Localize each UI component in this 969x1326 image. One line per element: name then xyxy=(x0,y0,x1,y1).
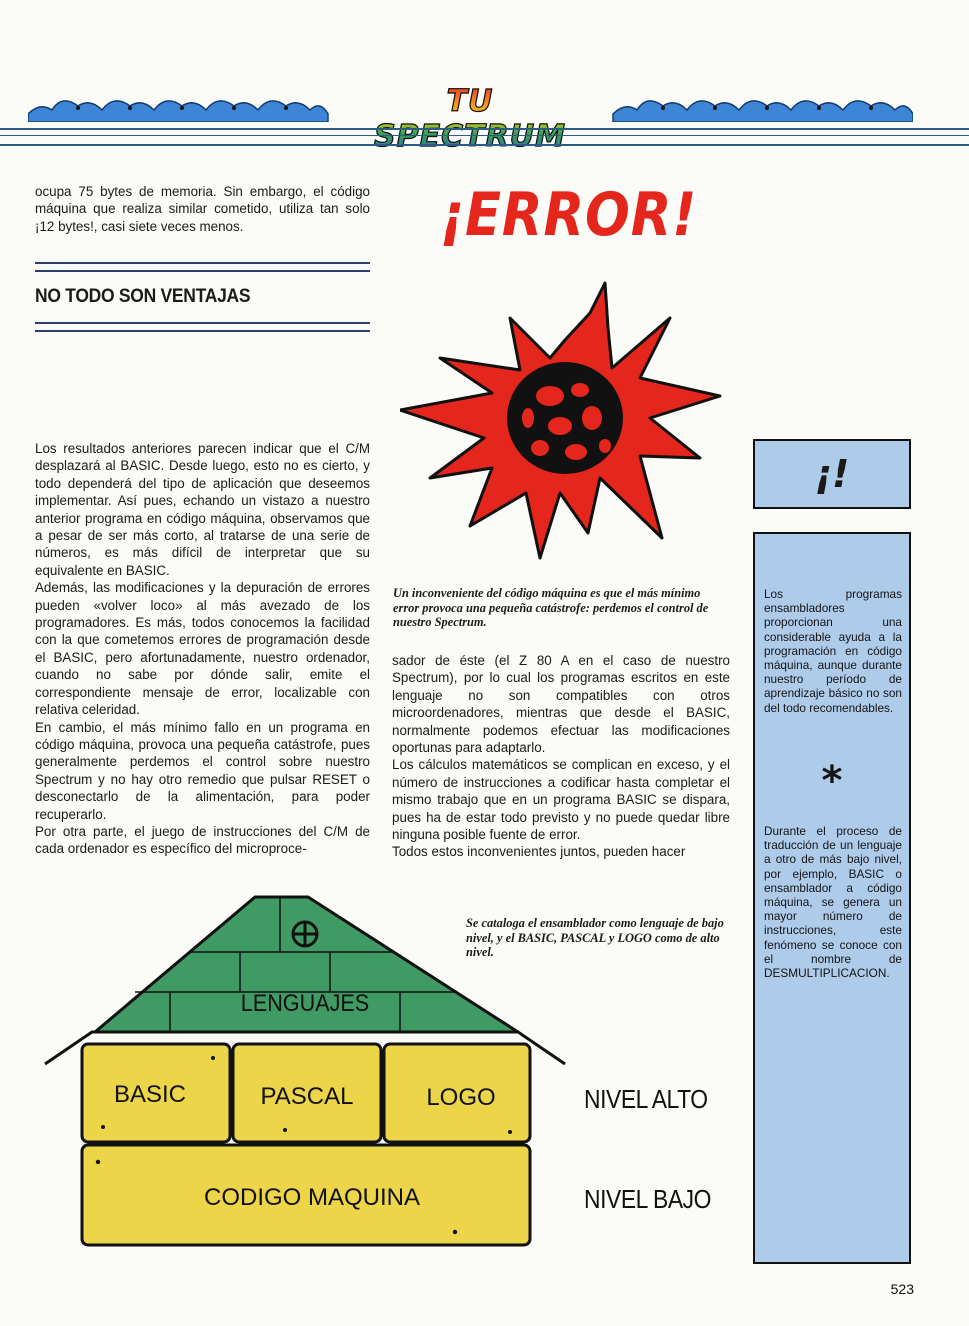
column1-intro-text: ocupa 75 bytes de memoria. Sin embargo, el código máquina que realiza similar cometido, utiliza tan solo ¡12 bytes!, casi siete veces menos. xyxy=(35,184,370,234)
header-title: TU SPECTRUM xyxy=(355,84,585,154)
paragraph: sador de éste (el Z 80 A en el caso de nuestro Spectrum), por lo cual los programas escritos en este lenguaje no son compatibles con otros microordenadores, mientras que desde el BASIC, normalmente podemos efectuar las modificaciones oportunas para adaptarlo. xyxy=(392,653,730,756)
level-high-label: NIVEL ALTO xyxy=(584,1084,708,1114)
paragraph: Además, las modificaciones y la depuración de errores pueden «volver loco» al más avezado de los programadores. Es más, todos conocemos la facilidad con la que cometemos errores de programación desde el BASIC, pero afortunadamente, nuestro ordenador, cuando no sabe por dónde salir, emite el correspondiente mensaje de error, localizable con relativa celeridad. xyxy=(35,580,370,718)
header-rule xyxy=(0,128,969,146)
column1-body xyxy=(35,440,370,858)
heading-rule-top xyxy=(35,262,370,272)
paragraph: Por otra parte, el juego de instrucciones del C/M de cada ordenador es específico del microproce- xyxy=(35,823,370,857)
page-number: 523 xyxy=(890,1281,914,1297)
sidebar-heading: ¡! xyxy=(753,439,911,509)
block-label-pascal: PASCAL xyxy=(260,1083,354,1110)
asterisk-icon: * xyxy=(821,758,843,804)
block-label-logo: LOGO xyxy=(426,1084,496,1111)
error-caption: Un inconveniente del código máquina es que el más mínimo error provoca una pequeña catástrofe: perdemos el control de nuestro Spectrum. xyxy=(393,586,709,630)
heading-rule-bottom xyxy=(35,322,370,332)
level-low-label: NIVEL BAJO xyxy=(584,1184,711,1214)
sidebar-text-assemblers: Los programas ensambladores proporcionan una considerable ayuda a la programación en código máquina, aunque durante nuestro período de aprendizaje básico no son del todo recomendables. xyxy=(764,587,902,715)
paragraph: Los cálculos matemáticos se complican en exceso, y el número de instrucciones a codificar hasta completar el mismo trabajo que en un programa BASIC se dispara, pues ha de estar todo previsto y no puede quedar libre ninguna posible fuente de error. xyxy=(392,757,730,843)
paragraph: Los resultados anteriores parecen indicar que el C/M desplazará al BASIC. Desde luego, esto no es cierto, y todo dependerá del tipo de aplicación que deseemos implementar. Así pues, echando un vistazo a nuestro anterior programa en código máquina, observamos que a pesar de ser más corto, al tratarse de una serie de números, es más difícil de interpretar que su equivalente en BASIC. xyxy=(35,441,370,578)
house-caption: Se cataloga el ensamblador como lenguaje de bajo nivel, y el BASIC, PASCAL y LOGO como de alto nivel. xyxy=(466,916,724,960)
paragraph: Todos estos inconvenientes juntos, pueden hacer xyxy=(392,844,686,860)
column2-body xyxy=(392,652,730,861)
block-label-basic: BASIC xyxy=(113,1081,187,1108)
paragraph: En cambio, el más mínimo fallo en un programa en código máquina, provoca una pequeña catástrofe, pues generalmente perdemos el control sobre nuestro Spectrum y no hay otro remedio que pulsar RESET o desconectarlo de la alimentación, para poder recuperarlo. xyxy=(35,719,370,822)
base-label: CODIGO MAQUINA xyxy=(203,1184,421,1211)
roof-label: LENGUAJES xyxy=(240,988,370,1017)
sidebar-text-desmultiplicacion: Durante el proceso de traducción de un lenguaje a otro de más bajo nivel, por ejemplo, BASIC o ensamblador a código máquina, se genera un mayor número de instrucciones, este fenómeno se conoce con el nombre de DESMULTIPLICACION. xyxy=(764,824,902,981)
splat-illustration xyxy=(400,278,730,578)
error-title: ¡ERROR! xyxy=(440,180,698,250)
section-heading: NO TODO SON VENTAJAS xyxy=(35,286,251,307)
languages-house-diagram xyxy=(40,892,570,1250)
